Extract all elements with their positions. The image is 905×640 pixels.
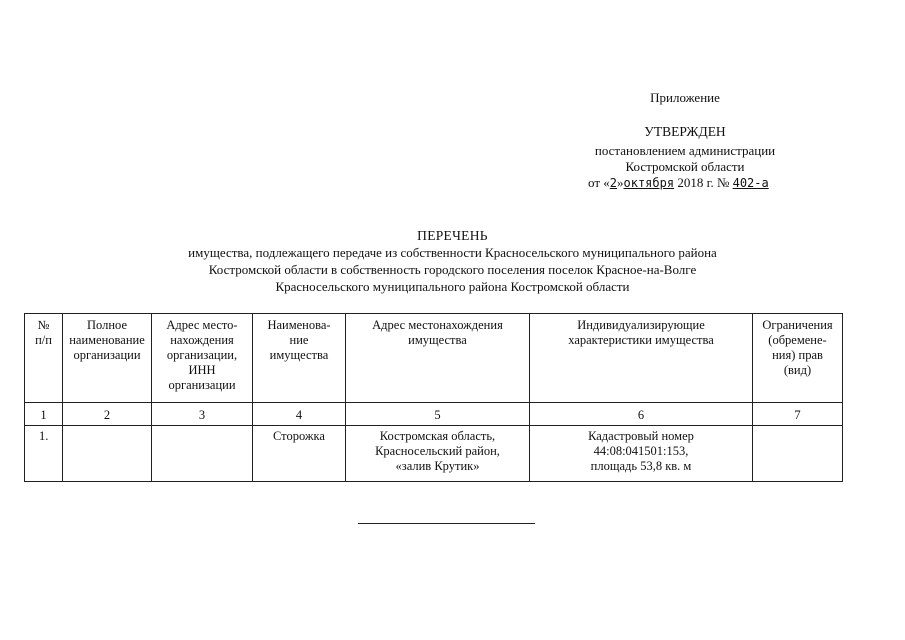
column-header: Индивидуализирующие характеристики имущества <box>530 314 753 403</box>
date-prefix: от « <box>588 175 610 190</box>
column-header: Полное наименование организации <box>63 314 152 403</box>
column-number: 2 <box>63 403 152 426</box>
column-number: 5 <box>346 403 530 426</box>
appendix-label: Приложение <box>650 90 720 105</box>
column-number: 7 <box>753 403 843 426</box>
org-name-cell <box>63 426 152 482</box>
approved-label: УТВЕРЖДЕН <box>644 124 726 139</box>
approval-day: 2 <box>609 176 617 190</box>
property-address-cell: Костромская область, Красносельский район, «залив Крутик» <box>346 426 530 482</box>
doc-number: 402-а <box>732 176 769 190</box>
approved-by-line-1: постановлением администрации <box>594 143 776 158</box>
column-header: Ограничения (обремене- ния) прав (вид) <box>753 314 843 403</box>
column-number: 1 <box>25 403 63 426</box>
restrictions-cell <box>753 426 843 482</box>
table-row <box>25 426 843 482</box>
closing-rule <box>358 523 535 524</box>
property-table <box>24 313 843 482</box>
column-number: 3 <box>152 403 253 426</box>
property-name-cell: Сторожка <box>253 426 346 482</box>
column-header: Адрес место- нахождения организации, ИНН организации <box>152 314 253 403</box>
approval-date-line <box>588 175 848 191</box>
approved-by-line-2: Костромской области <box>625 159 745 174</box>
column-header: № п/п <box>25 314 63 403</box>
title-line-3: Красносельского муниципального района Костромской области <box>275 279 630 294</box>
row-number: 1. <box>25 426 63 482</box>
column-number: 4 <box>253 403 346 426</box>
document-heading: ПЕРЕЧЕНЬ <box>417 228 488 243</box>
month-separator: » <box>617 175 624 190</box>
characteristics-cell: Кадастровый номер 44:08:041501:153, площадь 53,8 кв. м <box>530 426 753 482</box>
column-number: 6 <box>530 403 753 426</box>
year-text: 2018 г. № <box>677 175 730 190</box>
table-column-number-row <box>25 403 843 426</box>
title-line-2: Костромской области в собственность городского поселения поселок Красное-на-Волге <box>208 262 697 277</box>
column-header: Наименова- ние имущества <box>253 314 346 403</box>
org-address-cell <box>152 426 253 482</box>
approval-month: октября <box>623 176 675 190</box>
title-line-1: имущества, подлежащего передаче из собственности Красносельского муниципального района <box>188 245 717 260</box>
table-header-row <box>25 314 843 403</box>
column-header: Адрес местонахождения имущества <box>346 314 530 403</box>
